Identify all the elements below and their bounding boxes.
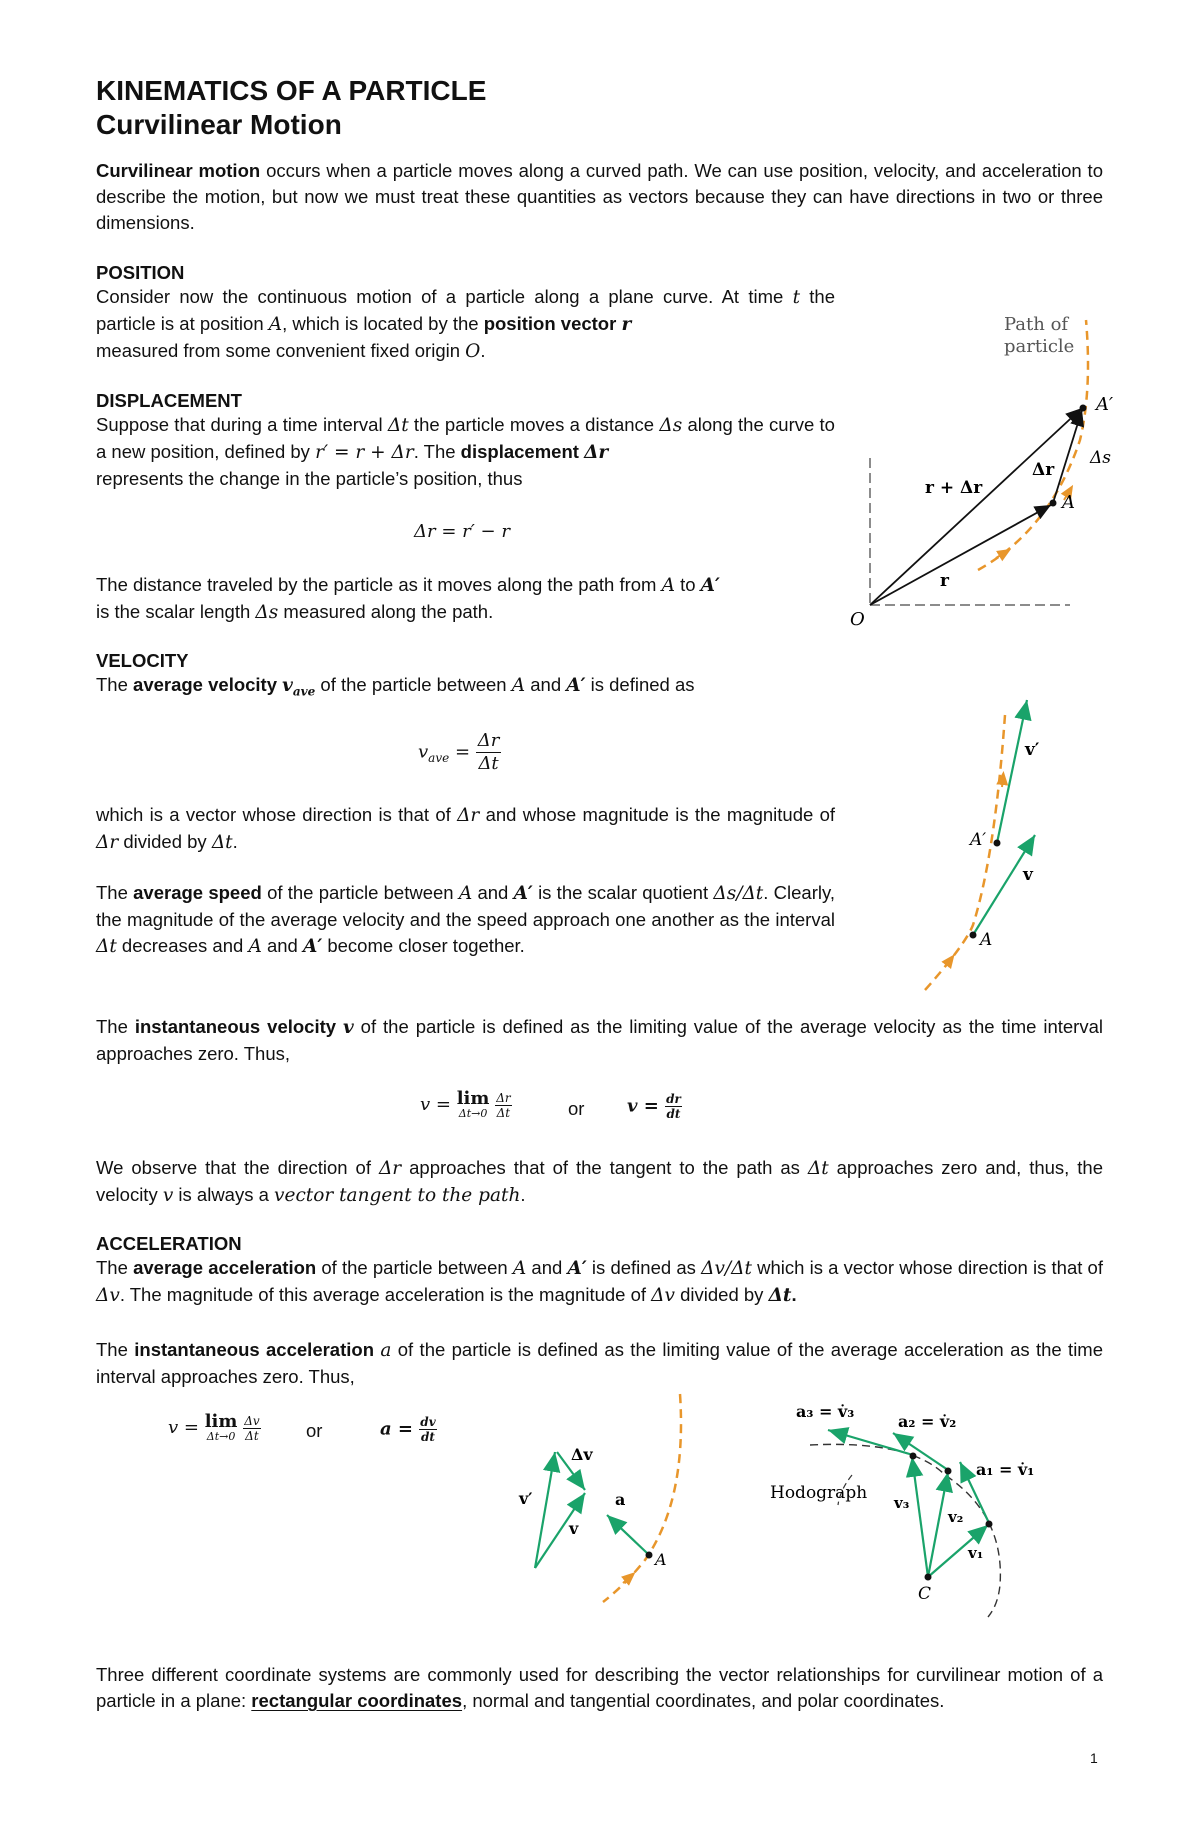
label-v2: v₂ <box>948 1508 964 1526</box>
a-vector <box>607 1515 647 1553</box>
v3-vector <box>912 1457 928 1577</box>
tangent-paragraph: We observe that the direction of Δr approaches that of the tangent to the path as Δt approaches zero and, thus, the velocity v is always a vector tangent to the path. <box>96 1157 1103 1206</box>
displacement-section <box>96 390 835 492</box>
velocity-section <box>96 650 835 705</box>
label-v: v <box>1023 865 1033 885</box>
velocity-point-A <box>970 932 977 939</box>
path-label-1: Path of <box>1004 314 1069 335</box>
r-plus-dr-vector <box>870 408 1082 605</box>
point-C <box>925 1574 932 1581</box>
page-number: 1 <box>1090 1750 1098 1766</box>
velocity-figure <box>905 695 1065 995</box>
accel-point-A <box>646 1552 653 1559</box>
label-C: C <box>918 1584 932 1604</box>
hodograph-curve <box>810 1444 1000 1617</box>
instantaneous-velocity-paragraph: The instantaneous velocity v of the particle is defined as the limiting value of the average velocity as the time interval approaches zero. Thus, <box>96 1016 1103 1064</box>
point-A-prime <box>1080 405 1087 412</box>
label-A: A <box>1062 492 1075 513</box>
position-section <box>96 262 835 365</box>
label-a2: a₂ = v̇₂ <box>898 1412 957 1431</box>
label-r-plus-dr: r + Δr <box>925 478 983 498</box>
label-dr: Δr <box>1032 460 1055 480</box>
label-a3: a₃ = v̇₃ <box>796 1402 855 1421</box>
hodograph-figure <box>760 1395 1060 1620</box>
position-heading: POSITION <box>96 262 185 283</box>
velocity-direction-paragraph: which is a vector whose direction is that of Δr and whose magnitude is the magnitude of Δr divided by Δt. <box>96 804 835 853</box>
displacement-heading: DISPLACEMENT <box>96 390 242 411</box>
velocity-point-A-prime <box>994 840 1001 847</box>
velocity-paragraph: The average velocity $v_{ave}$ of the particle between A and A′ is defined as <box>96 674 695 699</box>
label-v-2: v <box>569 1519 579 1538</box>
distance-paragraph: The distance traveled by the particle as it moves along the path from A to A′ is the scalar length Δs measured along the path. <box>96 574 720 623</box>
acceleration-heading: ACCELERATION <box>96 1233 242 1254</box>
acceleration-section <box>96 1233 1103 1309</box>
path-label-2: particle <box>1004 336 1075 357</box>
label-v1: v₁ <box>968 1544 984 1562</box>
label-a: a <box>615 1490 626 1509</box>
position-displacement-figure <box>840 300 1130 630</box>
label-v3: v₃ <box>894 1494 910 1512</box>
intro-paragraph: Curvilinear motion occurs when a particle moves along a curved path. We can use position, velocity, and acceleration to describe the motion, but now we must treat these quantities as vectors because they can have directions in two or three dimensions. <box>96 160 1103 233</box>
label-O: O <box>850 609 865 630</box>
average-speed-paragraph: The average speed of the particle between A and A′ is the scalar quotient Δs/Δt. Clearly, the magnitude of the average velocity and the speed approach one another as the interval Δt decreases and A and A′ become closer together. <box>96 882 835 957</box>
closing-paragraph: Three different coordinate systems are commonly used for describing the vector relationships for curvilinear motion of a particle in a plane: rectangular coordinates, normal and tangential coordinates, and polar coordinates. <box>96 1664 1103 1711</box>
acceleration-figure <box>515 1390 690 1610</box>
position-paragraph: Consider now the continuous motion of a particle along a plane curve. At time t the particle is at position A, which is located by the position vector r measured from some convenient fixed origin O. <box>96 286 835 362</box>
label-A-2: A <box>980 930 993 950</box>
or-text-2: or <box>306 1420 323 1441</box>
label-A-3: A <box>655 1550 667 1569</box>
velocity-heading: VELOCITY <box>96 650 189 671</box>
label-A-prime: A′ <box>1096 394 1114 415</box>
dr-vector <box>1053 410 1082 503</box>
v-prime-vector <box>997 700 1027 843</box>
point-A <box>1050 500 1057 507</box>
doc-subtitle: Curvilinear Motion <box>96 109 342 140</box>
velocity-path <box>925 715 1005 990</box>
or-text-1: or <box>568 1098 585 1119</box>
displacement-equation: Δr = r′ − r <box>414 521 510 542</box>
label-a1: a₁ = v̇₁ <box>976 1460 1035 1479</box>
instantaneous-acceleration-paragraph: The instantaneous acceleration a of the particle is defined as the limiting value of the average acceleration as the time interval approaches zero. Thus, <box>96 1339 1104 1387</box>
label-v-prime: v′ <box>1025 740 1040 760</box>
label-v-prime-2: v′ <box>519 1489 533 1508</box>
instantaneous-acceleration-equation: v = lim Δt→0 $\frac{\Delta v}{\Delta t}$ <box>168 1411 260 1443</box>
page-title <box>96 74 486 142</box>
v-prime-vector-2 <box>535 1452 555 1568</box>
rectangular-coordinates-link: rectangular coordinates <box>251 1690 463 1711</box>
intro-term: Curvilinear motion <box>96 160 261 181</box>
label-r: r <box>940 571 949 591</box>
label-ds: Δs <box>1090 448 1112 468</box>
label-hodograph: Hodograph <box>770 1483 868 1503</box>
instantaneous-velocity-equation: v = lim Δt→0 $\frac{\Delta r}{\Delta t}$ <box>420 1088 511 1120</box>
average-velocity-equation: $v_{ave}$ = $\frac{\Delta r}{\Delta t}$ <box>418 730 500 774</box>
label-A-prime-2: A′ <box>970 830 987 850</box>
label-dv: Δv <box>571 1445 593 1464</box>
displacement-paragraph: Suppose that during a time interval Δt the particle moves a distance Δs along the curve to a new position, defined by r′ = r + Δr. The displacement Δr represents the change in the particle’s position, thus <box>96 414 835 489</box>
derivative-acceleration-equation: a = $\frac{dv}{dt}$ <box>380 1415 436 1444</box>
average-acceleration-paragraph: The average acceleration of the particle between A and A′ is defined as Δv/Δt which is a vector whose direction is that of Δv. The magnitude of this average acceleration is the magnitude of Δv divided by Δt. <box>96 1257 1103 1306</box>
doc-title: KINEMATICS OF A PARTICLE <box>96 75 487 106</box>
a3-vector <box>828 1430 913 1455</box>
derivative-velocity-equation: v = $\frac{dr}{dt}$ <box>627 1092 681 1121</box>
